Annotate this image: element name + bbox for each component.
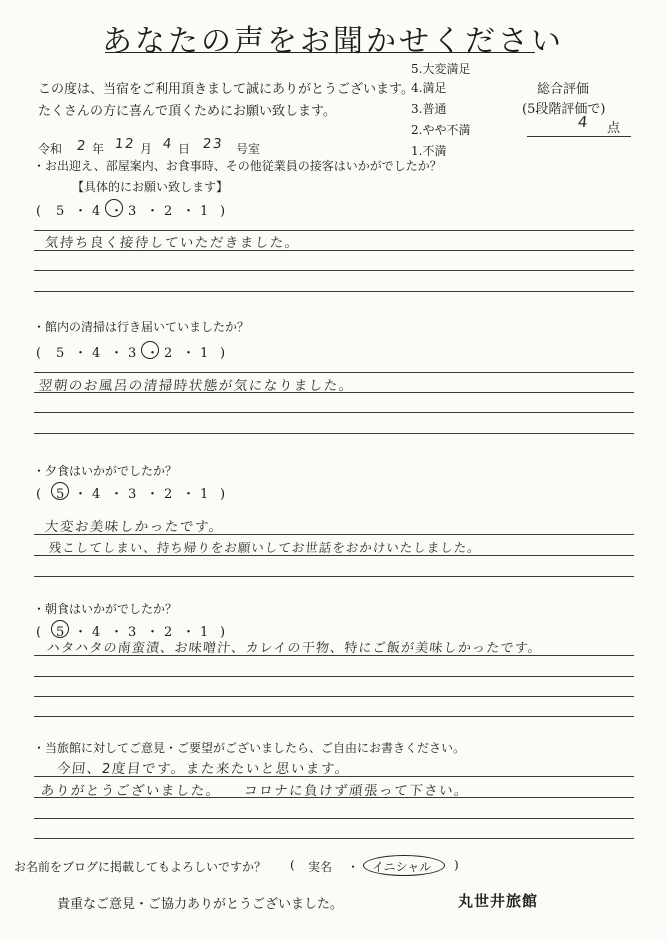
blog-option-initial[interactable]: イニシャル bbox=[372, 860, 432, 874]
question-5: ・当旅館に対してご意見・ご要望がございましたら、ご自由にお書きください。 bbox=[33, 741, 466, 755]
blog-close-paren: ) bbox=[454, 858, 459, 872]
overall-unit: 点 bbox=[607, 121, 621, 136]
selected-rating-circle-2 bbox=[141, 341, 159, 359]
page-title: あなたの声をお聞かせください bbox=[102, 24, 564, 59]
answer-line bbox=[34, 818, 634, 819]
stay-era: 令和 bbox=[38, 142, 63, 156]
answer-5-text-2: ありがとうございました。 コロナに負けず頑張って下さい。 bbox=[40, 783, 470, 799]
intro-line-1: この度は、当宿をご利用頂きまして誠にありがとうございます。 bbox=[38, 82, 414, 97]
answer-line bbox=[34, 838, 634, 839]
answer-3-text-2: 残こしてしまい、持ち帰りをお願いしてお世話をおかけいたしました。 bbox=[48, 540, 482, 555]
answer-1-text-1: 気持ち良く接待していただきました。 bbox=[44, 235, 301, 251]
answer-line bbox=[34, 433, 634, 434]
rating-scale-2: ( 5 ・ 4 ・ 3 ・ 2 ・ 1 ) bbox=[36, 346, 226, 361]
thanks-message: 貴重なご意見・ご協力ありがとうございました。 bbox=[57, 897, 344, 912]
selected-rating-circle-3 bbox=[51, 482, 69, 500]
question-3: ・夕食はいかがでしたか？ bbox=[33, 464, 178, 478]
stay-day-unit: 日 bbox=[178, 142, 191, 156]
ryokan-name: 丸世井旅館 bbox=[458, 892, 539, 910]
question-1-note: 【具体的にお願い致します】 bbox=[72, 180, 229, 194]
blog-consent-question: お名前をブログに掲載してもよろしいですか？ bbox=[14, 860, 267, 874]
question-2: ・館内の清掃は行き届いていましたか？ bbox=[33, 320, 250, 334]
answer-line bbox=[34, 576, 634, 577]
answer-3-text-1: 大変お美味しかったです。 bbox=[44, 519, 225, 535]
stay-year: 2 bbox=[76, 138, 88, 154]
blog-open-paren: ( bbox=[290, 858, 295, 872]
intro-line-2: たくさんの方に喜んで頂くためにお願い致します。 bbox=[38, 104, 336, 119]
answer-2-text-1: 翌朝のお風呂の清掃時状態が気になりました。 bbox=[38, 378, 355, 394]
answer-line bbox=[34, 412, 634, 413]
rating-legend-4: 4.満足 bbox=[411, 81, 447, 95]
rating-legend-1: 1.不満 bbox=[411, 144, 447, 158]
stay-room-unit: 号室 bbox=[236, 142, 261, 156]
answer-line bbox=[34, 696, 634, 697]
answer-line bbox=[34, 270, 634, 271]
answer-line bbox=[34, 372, 634, 373]
stay-room: 23 bbox=[202, 136, 224, 152]
answer-line bbox=[34, 716, 634, 717]
blog-option-initial-circle bbox=[363, 855, 445, 876]
question-4: ・朝食はいかがでしたか？ bbox=[33, 602, 178, 616]
blog-option-separator: ・ bbox=[347, 860, 360, 874]
blog-option-real-name[interactable]: 実名 bbox=[308, 860, 333, 874]
rating-scale-1: ( 5 ・ 4 ・ 3 ・ 2 ・ 1 ) bbox=[36, 204, 226, 219]
overall-score: 4 bbox=[577, 113, 590, 131]
selected-rating-circle-1 bbox=[105, 199, 123, 217]
stay-day: 4 bbox=[162, 136, 174, 152]
overall-label: 総合評価 bbox=[537, 82, 590, 97]
rating-scale-3: ( 5 ・ 4 ・ 3 ・ 2 ・ 1 ) bbox=[36, 487, 226, 502]
rating-legend-5: 5.大変満足 bbox=[411, 62, 471, 76]
answer-5-text-1: 今回、2度目です。また来たいと思います。 bbox=[56, 761, 351, 777]
overall-underline bbox=[527, 136, 631, 137]
question-1: ・お出迎え、部屋案内、お食事時、その他従業員の接客はいかがでしたか？ bbox=[33, 159, 442, 173]
answer-line bbox=[34, 291, 634, 292]
rating-scale-4: ( 5 ・ 4 ・ 3 ・ 2 ・ 1 ) bbox=[36, 625, 226, 640]
stay-month: 12 bbox=[114, 136, 136, 152]
selected-rating-circle-4 bbox=[51, 620, 69, 638]
overall-sub: (5段階評価で) bbox=[522, 102, 606, 117]
rating-legend-2: 2.やや不満 bbox=[411, 123, 471, 137]
stay-year-unit: 年 bbox=[92, 142, 105, 156]
rating-legend-3: 3.普通 bbox=[411, 102, 447, 116]
answer-4-text-1: ハタハタの南蛮漬、お味噌汁、カレイの干物、特にご飯が美味しかったです。 bbox=[46, 641, 543, 656]
stay-month-unit: 月 bbox=[140, 142, 153, 156]
answer-line bbox=[34, 676, 634, 677]
title-underline bbox=[105, 52, 535, 53]
